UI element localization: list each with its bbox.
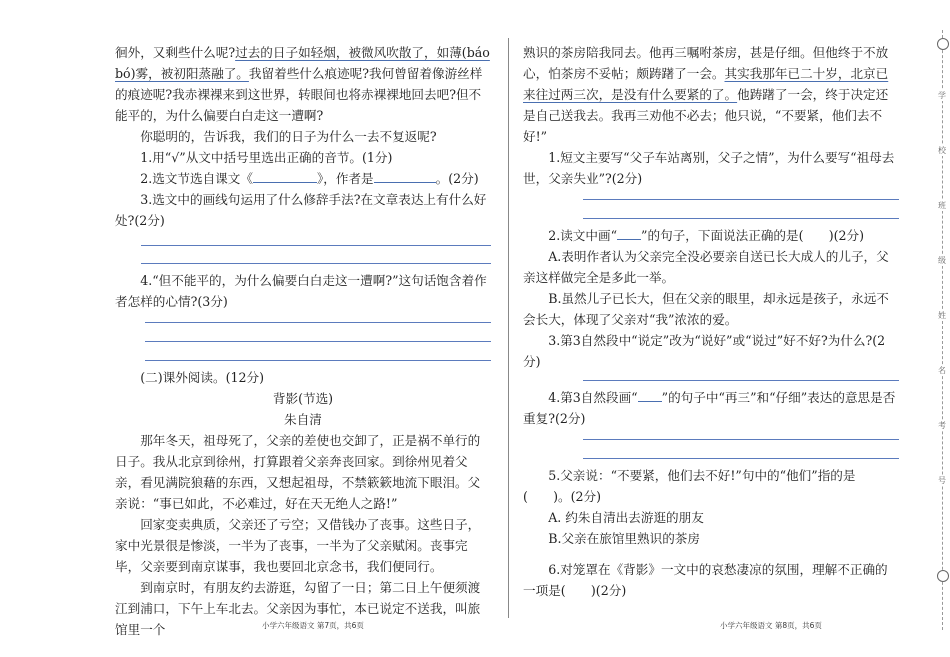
underlined-sentence: 其实我那年已二十岁，北京已来往过两三次，是没有什么要紧的了。 xyxy=(523,66,889,102)
binding-hole-icon xyxy=(937,38,949,50)
answer-blank-author[interactable] xyxy=(374,168,436,183)
article-author: 朱自清 xyxy=(284,412,322,427)
passage-paragraph: 熟识的茶房陪我同去。他再三嘱咐茶房，甚是仔细。但他终于不放心，怕茶房不妥帖；颇踌躇了一会。其实我那年已二十岁，北京已来往过两三次，是没有什么要紧的了。他踌躇了一会，终于决定还是自己送我去。我再三劝他不必去；他只说，“不要紧，他们去不好!” xyxy=(523,45,889,144)
binding-dashed-line xyxy=(942,30,943,630)
binding-hole-icon xyxy=(937,570,949,582)
question-3: 3.第3自然段中“说定”改为“说好”或“说过”好不好?为什么?(2分) xyxy=(523,333,886,369)
passage-paragraph: 你聪明的，告诉我，我们的日子为什么一去不复返呢? xyxy=(140,129,437,144)
question-4: 4.“但不能平的，为什么偏要白白走这一遭啊?”这句话饱含着作者怎样的心情?(3分) xyxy=(115,273,487,309)
option-a[interactable]: A.表明作者认为父亲完全没必要亲自送已长大成人的儿子，父亲这样做完全是多此一举。 xyxy=(523,249,889,285)
binding-label: 姓 xyxy=(938,311,946,320)
passage-paragraph: 回家变卖典质，父亲还了亏空；又借钱办了丧事。这些日子，家中光景很是惨淡，一半为了丧事，一半为了父亲赋闲。丧事完毕，父亲要到南京谋事，我也要回北京念书，我们便同行。 xyxy=(115,517,481,574)
question-2: 2.选文节选自课文《 》，作者是 。(2分) xyxy=(115,168,491,189)
option-a[interactable]: A. 约朱自清出去游逛的朋友 xyxy=(548,510,704,525)
question-2: 2.读文中画“ ”的句子，下面说法正确的是( )(2分) xyxy=(523,225,899,246)
option-b[interactable]: B.父亲在旅馆里熟识的茶房 xyxy=(548,531,700,546)
binding-label: 级 xyxy=(938,256,946,265)
binding-label: 名 xyxy=(938,366,946,375)
binding-label: 校 xyxy=(938,146,946,155)
answer-blank-lesson[interactable] xyxy=(253,168,317,183)
binding-label: 号 xyxy=(938,476,946,485)
question-4: 4.第3自然段画“ ”的句子中“再三”和“仔细”表达的意思是否重复?(2分) xyxy=(523,387,899,429)
question-1: 1.短文主要写“父子车站离别，父子之情”，为什么要写“祖母去世，父亲失业”?(2分) xyxy=(523,150,895,186)
passage-paragraph: 那年冬天，祖母死了，父亲的差使也交卸了，正是祸不单行的日子。我从北京到徐州，打算跟着父亲奔丧回家。到徐州见着父亲，看见满院狼藉的东西，又想起祖母，不禁簌簌地流下眼泪。父亲说：“事已如此，不必难过，好在天无绝人之路!” xyxy=(115,433,481,511)
question-3: 3.选文中的画线句运用了什么修辞手法?在文章表达上有什么好处?(2分) xyxy=(115,192,487,228)
passage-paragraph: 到南京时，有朋友约去游逛，勾留了一日；第二日上午便须渡江到浦口，下午上车北去。父亲因为事忙，本已说定不送我，叫旅馆里一个 xyxy=(115,580,481,637)
underlined-sentence: 过去的日子如轻烟，被微风吹散了，如薄(báo bó)雾，被初阳蒸融了。 xyxy=(115,45,490,81)
binding-margin xyxy=(936,30,950,630)
binding-label: 学 xyxy=(938,91,946,100)
right-column xyxy=(523,42,899,601)
passage-paragraph: 徊外，又剩些什么呢?过去的日子如轻烟，被微风吹散了，如薄(báo bó)雾，被初阳蒸融了。我留着些什么痕迹呢?我何曾留着像游丝样的痕迹呢?我赤裸裸来到这世界，转眼间也将赤裸裸地回去吧?但不能平的，为什么偏要白白走这一遭啊? xyxy=(115,45,490,123)
section-heading: (二)课外阅读。(12分) xyxy=(140,370,265,385)
underline-sample xyxy=(638,387,662,402)
binding-label: 考 xyxy=(938,421,946,430)
option-b[interactable]: B.虽然儿子已长大，但在父亲的眼里，却永远是孩子，永远不会长大，体现了父亲对“我”浓浓的爱。 xyxy=(523,291,889,327)
question-6: 6.对笼罩在《背影》一文中的哀愁凄凉的氛围，理解不正确的一项是( )(2分) xyxy=(523,562,888,598)
page-footer-right: 小学六年级语文 第8页，共6页 xyxy=(720,621,822,630)
question-5: 5.父亲说：“不要紧，他们去不好!”句中的“他们”指的是( )。(2分) xyxy=(523,468,856,504)
left-column xyxy=(115,42,491,640)
underline-sample xyxy=(617,225,641,240)
binding-label: 班 xyxy=(938,201,946,210)
page-footer-left: 小学六年级语文 第7页，共6页 xyxy=(262,621,364,630)
article-title: 背影(节选) xyxy=(272,391,334,406)
question-1: 1.用“√”从文中括号里选出正确的音节。(1分) xyxy=(140,150,393,165)
column-divider xyxy=(508,38,509,618)
